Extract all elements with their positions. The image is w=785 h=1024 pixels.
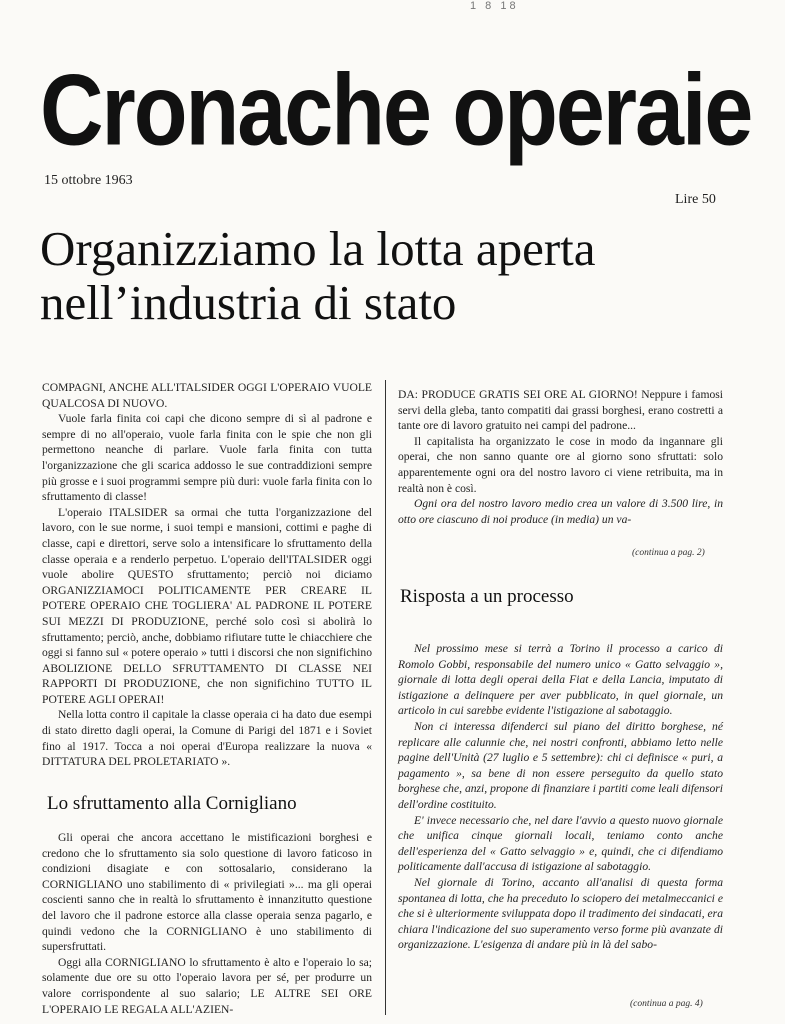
corner-marks: 1 8 18 bbox=[470, 0, 519, 12]
masthead: Cronache operaie bbox=[40, 52, 752, 167]
article-paragraph: E' invece necessario che, nel dare l'avvio a questo nuovo giornale che unifica cinque giornali locali, teniamo conto anche dell'esperienza del « Gatto selvaggio » e, quindi, che ci difendiamo politicamente dall'accusa di istigazione al sabotaggio. bbox=[398, 813, 723, 874]
subhead-processo: Risposta a un processo bbox=[400, 586, 574, 607]
continued-note: (continua a pag. 2) bbox=[632, 548, 705, 558]
left-column-article bbox=[42, 380, 372, 770]
continued-note: (continua a pag. 4) bbox=[630, 999, 703, 1009]
column-divider bbox=[385, 380, 386, 1015]
main-headline: Organizziamo la lotta aperta nell’industria di stato bbox=[40, 221, 596, 330]
issue-date: 15 ottobre 1963 bbox=[44, 173, 133, 188]
article-lead: COMPAGNI, ANCHE ALL'ITALSIDER OGGI L'OPERAIO VUOLE QUALCOSA DI NUOVO. bbox=[42, 381, 372, 410]
article-paragraph: Vuole farla finita coi capi che dicono sempre di sì al padrone e sempre di no all'operaio, vuole farla finita con le spie che non gli permettono neanche di parlare. Vuole farla finita con tutta l'organizzazione che gli scarica addosso le sue contraddizioni sempre più grosse e i suoi programmi sempre più duri: vuole farla finita con lo sfruttamento di classe! bbox=[42, 412, 372, 504]
right-column-article bbox=[398, 387, 723, 527]
article-paragraph: L'operaio ITALSIDER sa ormai che tutta l'organizzazione del lavoro, con le sue norme, i suoi tempi e mansioni, cottimi e paghe di classe, capi e direttori, serve solo a intensificare lo sfruttamento della classe operaia e a renderlo perpetuo. L'operaio dell'ITALSIDER oggi vuole abolire QUESTO sfruttamento; perciò noi diciamo ORGANIZZIAMOCI POLITICAMENTE PER CREARE IL POTERE OPERAIO CHE TOGLIERA' AL PADRONE IL POTERE SUI MEZZI DI PRODUZIONE, perché solo così si abolirà lo sfruttamento; perciò, anche, dobbiamo rifiutare tutte le chiacchiere che oggi si fanno sul « potere operaio » tutti i discorsi che non significhino ABOLIZIONE DELLO SFRUTTAMENTO DI CLASSE NEI RAPPORTI DI PRODUZIONE, che non significhino TUTTO IL POTERE AGLI OPERAI! bbox=[42, 505, 372, 706]
issue-price: Lire 50 bbox=[675, 192, 716, 207]
article-paragraph: Nel giornale di Torino, accanto all'analisi di questa forma spontanea di lotta, che ha preceduto lo sciopero dei metalmeccanici e che si è ulteriormente sviluppata dopo il tradimento dei sindacati, era chiara l'indicazione del suo superamento verso forme più avanzate di organizzazione. L'esigenza di andare più in là del sabo- bbox=[398, 875, 723, 952]
article-paragraph: Nella lotta contro il capitale la classe operaia ci ha dato due esempi di stato diretto dagli operai, la Comune di Parigi del 1871 e i Soviet fino al 1917. Tocca a noi operai d'Europa realizzare la nuova « DITTATURA DEL PROLETARIATO ». bbox=[42, 708, 372, 769]
article-paragraph: Il capitalista ha organizzato le cose in modo da ingannare gli operai, che non sanno quante ore al giorno sono sfruttati: solo apparentemente ogni ora del nostro lavoro ci viene retribuita, ma in realtà non è così. bbox=[398, 434, 723, 495]
cornigliano-article bbox=[42, 830, 372, 1017]
processo-article bbox=[398, 641, 723, 953]
article-paragraph: Ogni ora del nostro lavoro medio crea un valore di 3.500 lire, in otto ore ciascuno di noi produce (in media) un va- bbox=[398, 497, 723, 526]
article-paragraph: Oggi alla CORNIGLIANO lo sfruttamento è alto e l'operaio lo sa; solamente due ore su otto l'operaio lavora per sé, per produrre un valore corrispondente al suo salario; LE ALTRE SEI ORE L'OPERAIO LE REGALA ALL'AZIEN- bbox=[42, 955, 372, 1016]
article-paragraph: DA: PRODUCE GRATIS SEI ORE AL GIORNO! Neppure i famosi servi della gleba, tanto compatiti dai grassi borghesi, erano costretti a tante ore di lavoro gratuito nei campi del padrone... bbox=[398, 388, 723, 433]
article-paragraph: Gli operai che ancora accettano le mistificazioni borghesi e credono che lo sfruttamento sia solo questione di lavoro faticoso in condizioni disagiate e con sottosalario, considerano la CORNIGLIANO uno stabilimento di « privilegiati »... ma gli operai coscienti sanno che in realtà lo sfruttamento è innanzitutto questione del lavoro che il padrone estorce alla classe operaia senza pagarlo, e quindi vedono che la CORNIGLIANO è uno stabilimento di supersfruttati. bbox=[42, 831, 372, 954]
article-paragraph: Nel prossimo mese si terrà a Torino il processo a carico di Romolo Gobbi, responsabile del numero unico « Gatto selvaggio », giornale di lotta degli operai della Fiat e della Lancia, imputato di istigazione a delinquere per aver pubblicato, in quel giornale, un articolo in cui sarebbe evidente l'istigazione al sabotaggio. bbox=[398, 642, 723, 718]
subhead-cornigliano: Lo sfruttamento alla Cornigliano bbox=[47, 793, 297, 814]
article-paragraph: Non ci interessa difenderci sul piano del diritto borghese, né replicare alle calunnie che, nei nostri confronti, abbiamo letto nelle pagine dell'Unità (27 luglio e 5 settembre): chi ci definisce « puri, a pagamento », sa bene di non essere perseguito da quello stato borghese che, anzi, propone di finanziare i partiti come leali difensori dell'ordine costituito. bbox=[398, 719, 723, 811]
